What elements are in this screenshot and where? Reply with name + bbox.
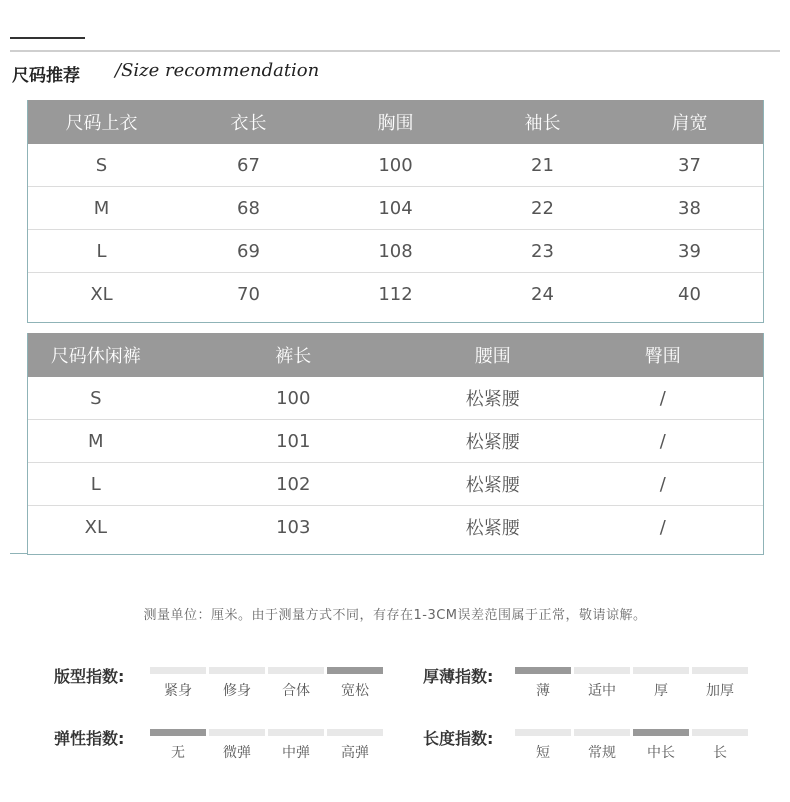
table-cell: 38: [678, 197, 701, 219]
scale-segment: [209, 667, 265, 700]
scale-label: 中长: [647, 745, 675, 761]
scale-label: 紧身: [164, 683, 192, 699]
scale-segment: [150, 729, 206, 762]
scale-label: 合体: [282, 683, 310, 699]
scale-label: 常规: [588, 745, 616, 761]
table-cell: L: [96, 240, 107, 262]
header-cell: 袖长: [524, 113, 561, 134]
table-cell: XL: [84, 516, 107, 538]
bottom-size-table: [27, 333, 764, 555]
section-title-cn: 尺码推荐: [12, 66, 80, 86]
scale-segment: [515, 729, 571, 762]
table-cell: 69: [237, 240, 260, 262]
scale-label: 高弹: [341, 745, 369, 761]
scale-label: 宽松: [341, 683, 369, 699]
table-cell: 100: [378, 154, 413, 176]
table-cell: M: [88, 430, 104, 452]
elasticity-index-scale: [150, 729, 386, 762]
scale-label: 适中: [588, 683, 616, 699]
header-cell: 裤长: [275, 346, 312, 367]
scale-segment: [268, 729, 324, 762]
table-cell: 102: [276, 473, 311, 495]
header-accent-line: [10, 37, 85, 39]
scale-bar-selected: [150, 729, 206, 736]
scale-segment: [574, 667, 630, 700]
table-cell: 100: [276, 387, 311, 409]
measurement-note: 测量单位：厘米。由于测量方式不同，有存在1-3CM误差范围属于正常，敬请谅解。: [143, 608, 647, 623]
scale-bar: [574, 667, 630, 674]
table-cell: S: [90, 387, 102, 409]
table-cell: 112: [378, 283, 413, 305]
table-cell: L: [90, 473, 101, 495]
scale-label: 短: [536, 745, 550, 761]
table-cell: 40: [678, 283, 701, 305]
scale-bar: [209, 667, 265, 674]
scale-segment: [327, 729, 383, 762]
header-cell: 臀围: [644, 346, 681, 367]
scale-segment: [150, 667, 206, 700]
table-row: [28, 377, 763, 420]
header-cell: 胸围: [377, 113, 414, 134]
table-header: [28, 333, 763, 377]
scale-segment: [692, 729, 748, 762]
scale-label: 无: [171, 745, 185, 761]
table-cell: XL: [90, 283, 113, 305]
scale-segment: [633, 729, 689, 762]
scale-label: 薄: [536, 683, 550, 699]
table-cell: 67: [237, 154, 260, 176]
header-cell: 衣长: [230, 113, 267, 134]
table-header: [28, 100, 763, 144]
header-divider: [10, 50, 780, 52]
elasticity-index-label: 弹性指数:: [54, 729, 125, 748]
scale-bar: [209, 729, 265, 736]
table-row: [28, 230, 763, 273]
section-title-en: /Size recommendation: [115, 60, 320, 81]
scale-bar-selected: [515, 667, 571, 674]
header-cell: 肩宽: [671, 113, 708, 134]
scale-label: 微弹: [223, 745, 251, 761]
scale-segment: [209, 729, 265, 762]
table-cell: S: [95, 154, 108, 176]
table-cell: /: [659, 387, 666, 409]
scale-bar: [574, 729, 630, 736]
scale-segment: [515, 667, 571, 700]
table-cell: 松紧腰: [465, 432, 520, 453]
table-cell: 23: [531, 240, 554, 262]
table-cell: 108: [378, 240, 413, 262]
table-cell: /: [659, 516, 666, 538]
scale-segment: [633, 667, 689, 700]
length-index-scale: [515, 729, 751, 762]
table-row: [28, 463, 763, 506]
table-cell: /: [659, 473, 666, 495]
table-cell: 37: [678, 154, 701, 176]
table-cell: 39: [678, 240, 701, 262]
decorative-line: [10, 553, 28, 554]
table-row: [28, 420, 763, 463]
scale-label: 中弹: [282, 745, 310, 761]
top-size-table: [27, 100, 764, 323]
table-cell: 松紧腰: [465, 475, 520, 496]
header-cell: 尺码休闲裤: [50, 346, 141, 367]
scale-bar: [633, 667, 689, 674]
table-cell: 103: [276, 516, 311, 538]
scale-bar: [692, 729, 748, 736]
scale-bar: [515, 729, 571, 736]
length-index-label: 长度指数:: [423, 729, 494, 748]
scale-segment: [692, 667, 748, 700]
scale-label: 修身: [223, 683, 251, 699]
scale-bar: [268, 729, 324, 736]
thickness-index-scale: [515, 667, 751, 700]
fit-index-scale: [150, 667, 386, 700]
scale-segment: [268, 667, 324, 700]
table-row: [28, 273, 763, 315]
scale-segment: [327, 667, 383, 700]
table-row: [28, 144, 763, 187]
thickness-index-label: 厚薄指数:: [423, 667, 494, 686]
scale-bar-selected: [633, 729, 689, 736]
scale-bar: [327, 729, 383, 736]
table-cell: M: [93, 197, 110, 219]
table-cell: 21: [531, 154, 554, 176]
scale-bar-selected: [327, 667, 383, 674]
table-cell: 70: [237, 283, 260, 305]
scale-bar: [268, 667, 324, 674]
scale-label: 长: [713, 745, 727, 761]
table-cell: 24: [531, 283, 554, 305]
table-cell: /: [659, 430, 666, 452]
table-cell: 松紧腰: [465, 389, 520, 410]
scale-label: 加厚: [706, 683, 734, 699]
table-cell: 松紧腰: [465, 518, 520, 539]
table-row: [28, 506, 763, 548]
table-cell: 22: [531, 197, 554, 219]
table-cell: 101: [276, 430, 311, 452]
table-cell: 68: [237, 197, 260, 219]
scale-label: 厚: [654, 683, 668, 699]
header-cell: 腰围: [474, 346, 511, 367]
scale-segment: [574, 729, 630, 762]
fit-index-label: 版型指数:: [54, 667, 125, 686]
header-cell: 尺码上衣: [65, 113, 138, 134]
table-row: [28, 187, 763, 230]
table-cell: 104: [378, 197, 413, 219]
scale-bar: [150, 667, 206, 674]
scale-bar: [692, 667, 748, 674]
